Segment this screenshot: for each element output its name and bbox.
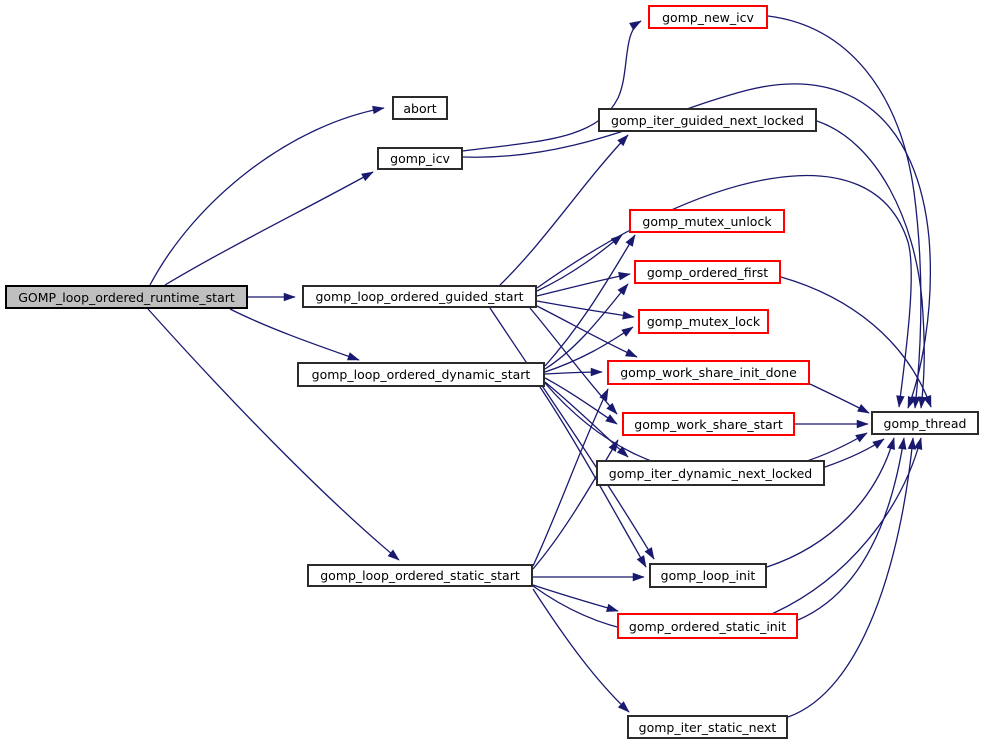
edge-dynamic_start-to-gomp_ordered_first [545, 284, 628, 369]
edge-static_start-to-gomp_iter_static_next [533, 589, 629, 712]
edge-gomp_ordered_first-to-gomp_thread [781, 277, 931, 407]
node-gomp-work-share-init-done[interactable]: gomp_work_share_init_done [607, 360, 810, 385]
node-gomp-loop-ordered-dynamic-start[interactable]: gomp_loop_ordered_dynamic_start [297, 362, 545, 387]
edge-guided_start-to-gomp_work_share_init_done [537, 306, 637, 357]
edge-gomp_iter_dynamic_next_locked-to-gomp_thread [825, 439, 884, 467]
edge-gomp_iter_guided_next_locked-to-gomp_thread [817, 121, 924, 408]
node-gomp-mutex-lock[interactable]: gomp_mutex_lock [638, 309, 769, 334]
node-gomp-ordered-first[interactable]: gomp_ordered_first [634, 260, 781, 284]
node-gomp-iter-static-next[interactable]: gomp_iter_static_next [627, 715, 788, 739]
node-gomp-ordered-static-init[interactable]: gomp_ordered_static_init [617, 613, 798, 639]
edge-guided_start-to-gomp_mutex_unlock [537, 235, 622, 291]
node-gomp-iter-guided-next-locked[interactable]: gomp_iter_guided_next_locked [598, 108, 817, 132]
edge-main-to-dynamic_start [230, 309, 359, 360]
edge-main-to-abort [150, 108, 384, 285]
edge-dynamic_start-to-gomp_iter_dynamic_next_locked [545, 382, 628, 457]
node-gomp-thread[interactable]: gomp_thread [871, 411, 979, 435]
node-gomp-loop-ordered-guided-start[interactable]: gomp_loop_ordered_guided_start [302, 285, 537, 308]
node-GOMP-loop-ordered-runtime-start: GOMP_loop_ordered_runtime_start [5, 285, 248, 309]
edge-main-to-gomp_icv [165, 172, 373, 285]
edge-dynamic_start-to-gomp_work_share_init_done [545, 372, 602, 374]
node-abort[interactable]: abort [392, 96, 448, 120]
edge-main-to-static_start [148, 309, 399, 560]
node-gomp-new-icv[interactable]: gomp_new_icv [648, 5, 768, 29]
node-gomp-loop-ordered-static-start[interactable]: gomp_loop_ordered_static_start [307, 564, 533, 587]
node-gomp-mutex-unlock[interactable]: gomp_mutex_unlock [629, 209, 785, 233]
edge-guided_start-to-gomp_iter_guided_next_locked [500, 135, 628, 285]
node-gomp-iter-dynamic-next-locked[interactable]: gomp_iter_dynamic_next_locked [596, 460, 825, 486]
node-gomp-work-share-start[interactable]: gomp_work_share_start [622, 412, 795, 436]
node-gomp-icv[interactable]: gomp_icv [377, 147, 463, 170]
edge-dynamic_start-to-gomp_mutex_unlock [545, 235, 635, 366]
node-gomp-loop-init[interactable]: gomp_loop_init [649, 563, 767, 588]
edge-static_start-to-gomp_ordered_static_init [533, 585, 618, 611]
edge-gomp_loop_init-to-gomp_thread [767, 438, 894, 567]
edge-guided_start-to-gomp_ordered_first [537, 274, 630, 296]
edge-gomp_work_share_init_done-to-gomp_thread [810, 384, 869, 413]
